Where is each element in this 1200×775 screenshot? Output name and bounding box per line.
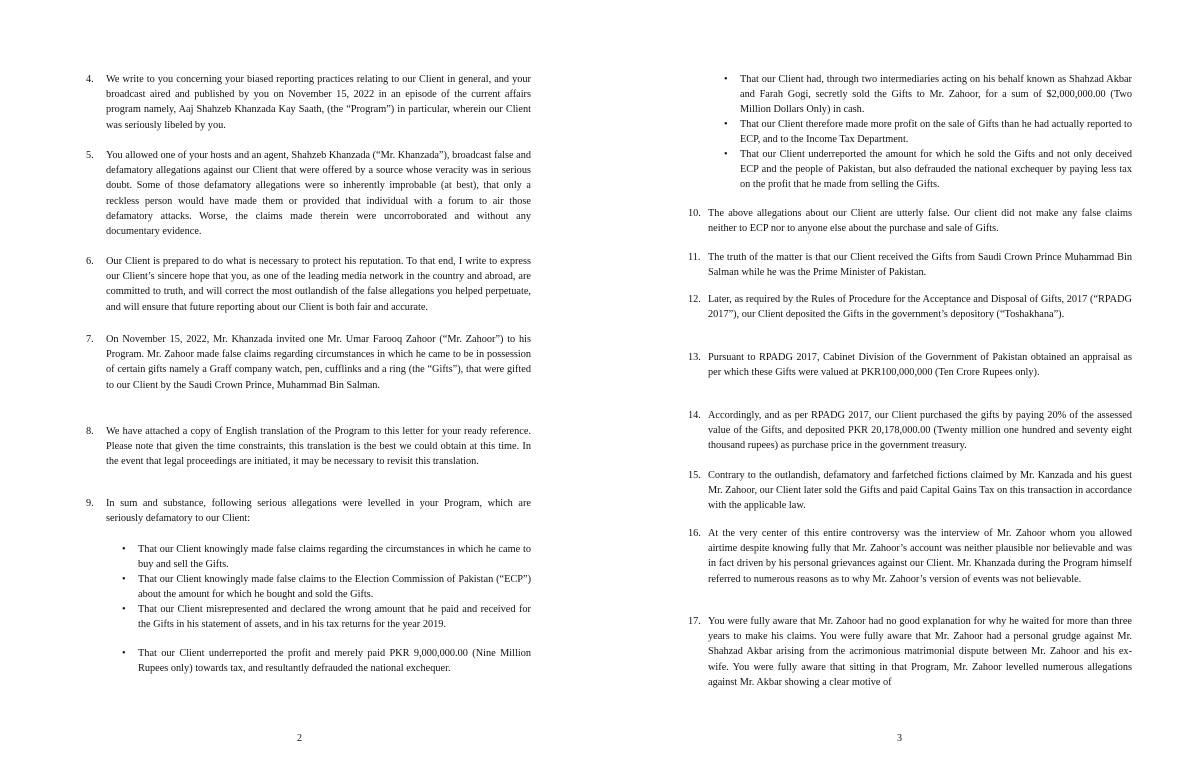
bullet-item — [122, 542, 531, 572]
paragraph-12 — [688, 292, 1132, 322]
paragraph-text: The above allegations about our Client are utterly false. Our client did not make any false claims neither to ECP nor to anyone else about the purchase and sale of Gifts. — [708, 208, 1132, 235]
bullet-text: That our Client underreported the profit and merely paid PKR 9,000,000.00 (Nine Million Rupees only) towards tax, and resultantly defrauded the national exchequer. — [138, 648, 531, 675]
paragraph-text: On November 15, 2022, Mr. Khanzada invited one Mr. Umar Farooq Zahoor (“Mr. Zahoor”) to his Program. Mr. Zahoor made false claims regarding circumstances in which he came to be in possession of certain gifts namely a Graff company watch, pen, cufflinks and a ring (the “Gifts”), that were gifted to our Client by the Saudi Crown Prince, Muhammad Bin Salman. — [106, 334, 531, 391]
paragraph-number: 17. — [688, 616, 701, 627]
paragraph-text: We write to you concerning your biased reporting practices relating to our Client in general, and your broadcast aired and published by you on November 15, 2022 in an episode of the current affairs program namely, Aaj Shahzeb Khanzada Kay Saath, (the “Program”) in particular, wherein our Client was seriously libeled by you. — [106, 74, 531, 131]
paragraph-5 — [86, 148, 531, 239]
paragraph-14 — [688, 408, 1132, 454]
paragraph-number: 9. — [86, 498, 94, 509]
page-number: 3 — [897, 733, 902, 744]
paragraph-number: 15. — [688, 470, 701, 481]
paragraph-6 — [86, 254, 531, 315]
paragraph-number: 7. — [86, 334, 94, 345]
paragraph-text: Contrary to the outlandish, defamatory and farfetched fictions claimed by Mr. Kanzada and his guest Mr. Zahoor, our Client later sold the Gifts and paid Capital Gains Tax on this transaction in accordance with the applicable law. — [708, 470, 1132, 512]
paragraph-16 — [688, 526, 1132, 587]
paragraph-text: The truth of the matter is that our Client received the Gifts from Saudi Crown Prince Muhammad Bin Salman while he was the Prime Minister of Pakistan. — [708, 252, 1132, 279]
bullet-item — [724, 72, 1132, 118]
bullet-text: That our Client therefore made more profit on the sale of Gifts than he had actually reported to ECP, and to the Income Tax Department. — [740, 119, 1132, 146]
page-number: 2 — [297, 733, 302, 744]
paragraph-11 — [688, 250, 1132, 280]
paragraph-7 — [86, 332, 531, 393]
paragraph-text: Later, as required by the Rules of Procedure for the Acceptance and Disposal of Gifts, 2017 (“RPADG 2017”), our Client deposited the Gifts in the government’s depository (“Toshakhana”). — [708, 294, 1132, 321]
paragraph-number: 12. — [688, 294, 701, 305]
paragraph-number: 6. — [86, 256, 94, 267]
paragraph-10 — [688, 206, 1132, 236]
bullet-dot: • — [122, 544, 126, 555]
paragraph-4 — [86, 72, 531, 133]
bullet-item — [724, 117, 1132, 147]
paragraph-number: 13. — [688, 352, 701, 363]
bullet-text: That our Client had, through two intermediaries acting on his behalf known as Shahzad Akbar and Farah Gogi, secretly sold the Gifts to Mr. Zahoor, for a sum of $2,000,000.00 (Two Million Dollars Only) in cash. — [740, 74, 1132, 116]
paragraph-number: 11. — [688, 252, 701, 263]
paragraph-8 — [86, 424, 531, 470]
paragraph-text: At the very center of this entire controversy was the interview of Mr. Zahoor whom you allowed airtime despite knowing fully that Mr. Zahoor’s account was neither plausible nor believable and was in fact driven by his personal grievances against our Client. Mr. Khanzada during the Program himself referred to numerous reasons as to why Mr. Zahoor’s version of events was not believable. — [708, 528, 1132, 585]
paragraph-number: 5. — [86, 150, 94, 161]
paragraph-text: You were fully aware that Mr. Zahoor had no good explanation for why he waited for more than three years to make his claims. You were fully aware that Mr. Zahoor had a personal grudge against Mr. Shahzad Akbar arising from the acrimonious matrimonial dispute between Mr. Zahoor and his ex-wife. You were fully aware that sitting in that Program, Mr. Zahoor levelled numerous allegations against Mr. Akbar showing a clear motive of — [708, 616, 1132, 688]
bullet-item — [122, 602, 531, 632]
bullet-text: That our Client misrepresented and declared the wrong amount that he paid and received for the Gifts in his statement of assets, and in his tax returns for the year 2019. — [138, 604, 531, 631]
paragraph-text: Pursuant to RPADG 2017, Cabinet Division of the Government of Pakistan obtained an appraisal as per which these Gifts were valued at PKR100,000,000 (Ten Crore Rupees only). — [708, 352, 1132, 379]
paragraph-9 — [86, 496, 531, 526]
paragraph-text: In sum and substance, following serious allegations were levelled in your Program, which are seriously defamatory to our Client: — [106, 498, 531, 525]
bullet-dot: • — [724, 149, 728, 160]
paragraph-15 — [688, 468, 1132, 514]
bullet-dot: • — [122, 604, 126, 615]
paragraph-number: 14. — [688, 410, 701, 421]
bullet-item — [724, 147, 1132, 193]
bullet-dot: • — [122, 574, 126, 585]
bullet-dot: • — [122, 648, 126, 659]
bullet-text: That our Client knowingly made false claims regarding the circumstances in which he came to buy and sell the Gifts. — [138, 544, 531, 571]
paragraph-text: We have attached a copy of English translation of the Program to this letter for your ready reference. Please note that given the time constraints, this translation is the best we could obtain at this time. In the event that legal proceedings are initiated, it may be necessary to revisit this translation. — [106, 426, 531, 468]
paragraph-text: You allowed one of your hosts and an agent, Shahzeb Khanzada (“Mr. Khanzada”), broadcast false and defamatory allegations against our Client that were offered by a source whose veracity was in serious doubt. Some of those defamatory allegations were so inherently improbable (at best), that only a reckless person would have made them or provided that individual with a forum to air those defamatory attacks. Worse, the claims made therein were uncorroborated and without any documentary evidence. — [106, 150, 531, 238]
bullet-item — [122, 646, 531, 676]
paragraph-17 — [688, 614, 1132, 690]
paragraph-number: 4. — [86, 74, 94, 85]
bullet-dot: • — [724, 74, 728, 85]
paragraph-13 — [688, 350, 1132, 380]
bullet-text: That our Client underreported the amount for which he sold the Gifts and not only deceived ECP and the people of Pakistan, but also defrauded the national exchequer by paying less tax on the profit that he made from selling the Gifts. — [740, 149, 1132, 191]
paragraph-number: 8. — [86, 426, 94, 437]
paragraph-number: 16. — [688, 528, 701, 539]
bullet-dot: • — [724, 119, 728, 130]
bullet-item — [122, 572, 531, 602]
paragraph-text: Our Client is prepared to do what is necessary to protect his reputation. To that end, I write to express our Client’s sincere hope that you, as one of the leading media network in the country and abroad, are committed to truth, and will correct the most outlandish of the false allegations you helped perpetuate, and will ensure that future reporting about our Client is both fair and accurate. — [106, 256, 531, 313]
paragraph-number: 10. — [688, 208, 701, 219]
bullet-text: That our Client knowingly made false claims to the Election Commission of Pakistan (“ECP”) about the amount for which he bought and sold the Gifts. — [138, 574, 531, 601]
paragraph-text: Accordingly, and as per RPADG 2017, our Client purchased the gifts by paying 20% of the assessed value of the Gifts, and deposited PKR 20,178,000.00 (Twenty million one hundred and seventy eight thousand rupees) as purchase price in the government treasury. — [708, 410, 1132, 452]
